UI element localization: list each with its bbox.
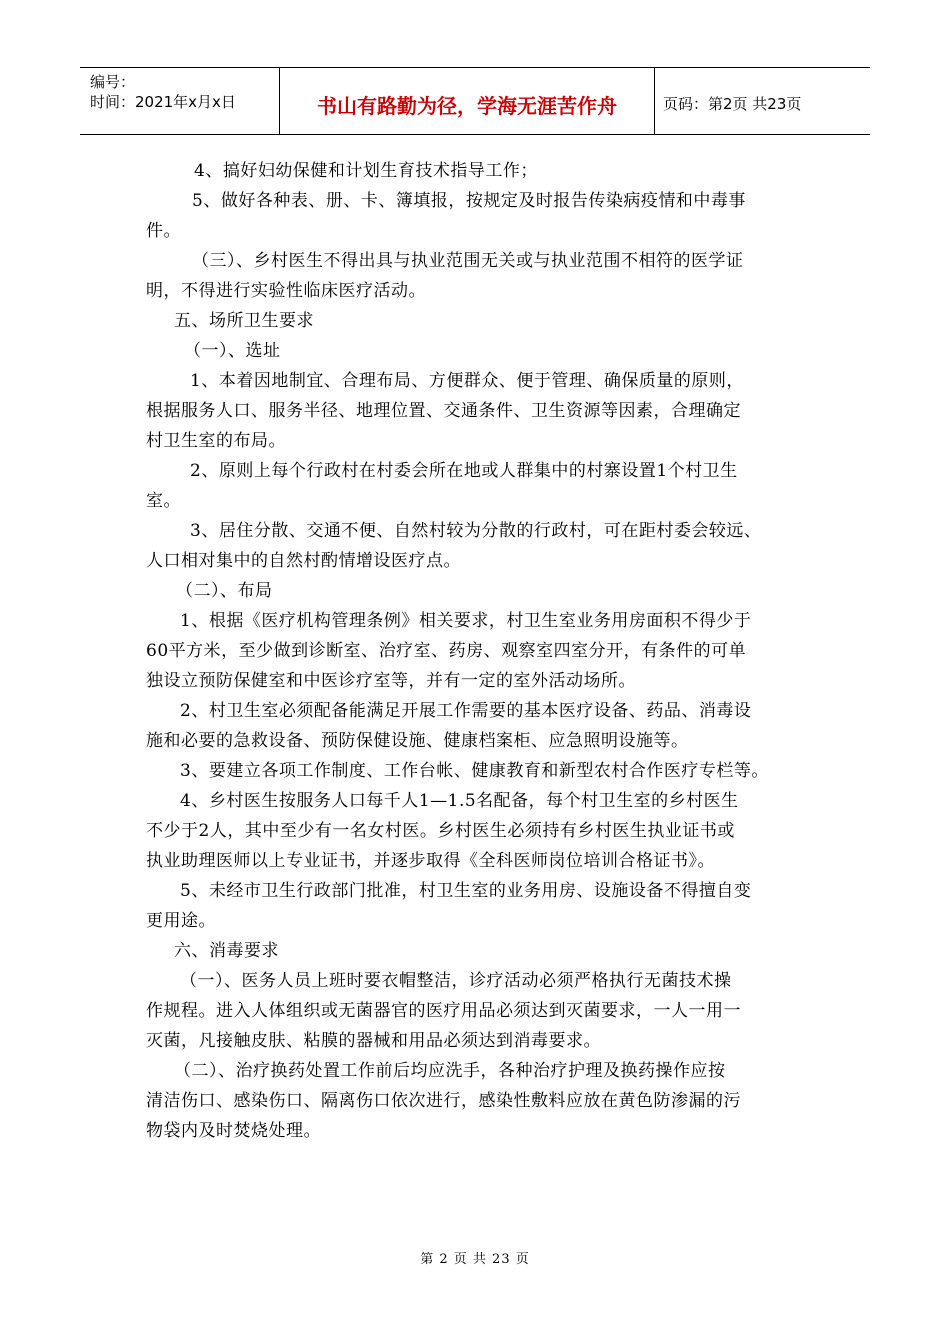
- text-line: （二）、布局: [176, 581, 273, 601]
- paragraph: [146, 456, 808, 516]
- text-line: 3、居住分散、交通不便、自然村较为分散的行政村，可在距村委会较远、: [190, 521, 762, 541]
- text-line: 五、场所卫生要求: [174, 311, 314, 331]
- text-line: 不少于2人，其中至少有一名女村医。乡村医生必须持有乡村医生执业证书或: [146, 821, 735, 841]
- text-line: 5、未经市卫生行政部门批准，村卫生室的业务用房、设施设备不得擅自变: [180, 881, 752, 901]
- text-line: 人口相对集中的自然村酌情增设医疗点。: [146, 551, 461, 571]
- paragraph: [146, 756, 808, 786]
- text-line: 灭菌，凡接触皮肤、粘膜的器械和用品必须达到消毒要求。: [146, 1031, 601, 1051]
- text-line: 2、村卫生室必须配备能满足开展工作需要的基本医疗设备、药品、消毒设: [180, 701, 752, 721]
- text-line: 施和必要的急救设备、预防保健设施、健康档案柜、应急照明设施等。: [146, 731, 689, 751]
- date-label: 时间：2021年x月x日: [90, 93, 236, 111]
- paragraph: [146, 606, 808, 696]
- paragraph: [146, 576, 808, 606]
- text-line: 村卫生室的布局。: [146, 431, 286, 451]
- paragraph: [146, 1056, 808, 1146]
- text-line: 室。: [146, 491, 181, 511]
- paragraph: [146, 696, 808, 756]
- text-line: 明，不得进行实验性临床医疗活动。: [146, 281, 426, 301]
- paragraph: [146, 156, 808, 186]
- text-line: 1、根据《医疗机构管理条例》相关要求，村卫生室业务用房面积不得少于: [180, 611, 752, 631]
- page-footer: 第 2 页 共 23 页: [420, 1252, 530, 1267]
- text-line: 2、原则上每个行政村在村委会所在地或人群集中的村寨设置1个村卫生: [190, 461, 738, 481]
- text-line: 4、乡村医生按服务人口每千人1—1.5名配备，每个村卫生室的乡村医生: [180, 791, 739, 811]
- text-line: 3、要建立各项工作制度、工作台帐、健康教育和新型农村合作医疗专栏等。: [180, 761, 769, 781]
- text-line: 更用途。: [146, 911, 216, 931]
- text-line: 4、搞好妇幼保健和计划生育技术指导工作；: [194, 161, 538, 181]
- text-line: 作规程。进入人体组织或无菌器官的医疗用品必须达到灭菌要求，一人一用一: [146, 1001, 741, 1021]
- text-line: 根据服务人口、服务半径、地理位置、交通条件、卫生资源等因素，合理确定: [146, 401, 741, 421]
- header-page-info: 页码：第2页 共23页: [663, 94, 802, 113]
- text-line: （二）、治疗换药处置工作前后均应洗手，各种治疗护理及换药操作应按: [174, 1061, 726, 1081]
- text-line: 独设立预防保健室和中医诊疗室等，并有一定的室外活动场所。: [146, 671, 636, 691]
- paragraph: [146, 366, 808, 456]
- paragraph: [146, 336, 808, 366]
- text-line: （一）、选址: [184, 341, 281, 361]
- text-line: 60平方米，至少做到诊断室、治疗室、药房、观察室四室分开，有条件的可单: [146, 641, 747, 661]
- paragraph: [146, 786, 808, 876]
- text-line: （一）、医务人员上班时要衣帽整洁，诊疗活动必须严格执行无菌技术操: [180, 971, 732, 991]
- serial-number-label: 编号：: [90, 73, 136, 91]
- paragraph: [146, 306, 808, 336]
- text-line: 执业助理医师以上专业证书，并逐步取得《全科医师岗位培训合格证书》。: [146, 851, 715, 871]
- text-line: 清洁伤口、感染伤口、隔离伤口依次进行，感染性敷料应放在黄色防渗漏的污: [146, 1091, 741, 1111]
- header-motto: 书山有路勤为径，学海无涯苦作舟: [280, 68, 655, 134]
- text-line: 件。: [146, 221, 181, 241]
- paragraph: [146, 936, 808, 966]
- paragraph: [146, 516, 808, 576]
- text-line: 1、本着因地制宜、合理布局、方便群众、便于管理、确保质量的原则，: [190, 371, 744, 391]
- text-line: （三）、乡村医生不得出具与执业范围无关或与执业范围不相符的医学证: [192, 251, 744, 271]
- text-line: 六、消毒要求: [174, 941, 279, 961]
- paragraph: [146, 876, 808, 936]
- document-body: [146, 156, 808, 1146]
- paragraph: [146, 246, 808, 306]
- header-meta: [80, 68, 280, 134]
- paragraph: [146, 186, 808, 246]
- page-header: [80, 67, 870, 135]
- text-line: 5、做好各种表、册、卡、簿填报，按规定及时报告传染病疫情和中毒事: [192, 191, 746, 211]
- paragraph: [146, 966, 808, 1056]
- text-line: 物袋内及时焚烧处理。: [146, 1121, 321, 1141]
